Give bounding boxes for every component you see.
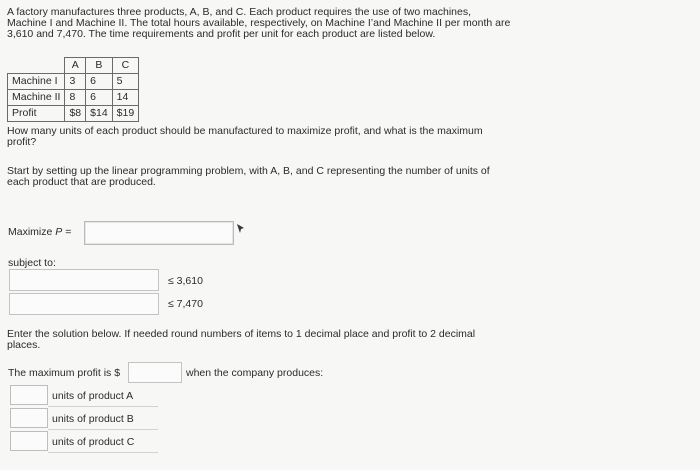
- intro-line-1: A factory manufactures three products, A, B, and C. Each product requires the use of two machines,: [7, 6, 471, 18]
- product-c-label: units of product C: [52, 436, 135, 448]
- setup-text: [7, 166, 490, 188]
- product-b-label: units of product B: [52, 413, 134, 425]
- table-cell: $14: [86, 106, 113, 122]
- maximize-label: Maximize: [8, 226, 53, 238]
- product-c-input[interactable]: [10, 431, 48, 451]
- table-cell: 8: [65, 90, 86, 106]
- table-row: [8, 90, 139, 106]
- table-cell: 14: [112, 90, 139, 106]
- table-cell: $8: [65, 106, 86, 122]
- table-header-b: B: [86, 58, 113, 74]
- table-cell: $19: [112, 106, 139, 122]
- table-header-row: [8, 58, 139, 74]
- row-divider: [48, 429, 158, 430]
- instructions-text: [7, 329, 475, 351]
- table-cell: 5: [112, 74, 139, 90]
- objective-input[interactable]: [84, 221, 234, 245]
- cursor-icon: [236, 223, 246, 235]
- row-divider: [48, 406, 158, 407]
- table-header-a: A: [65, 58, 86, 74]
- profit-suffix: when the company produces:: [186, 367, 324, 379]
- problem-intro: [7, 7, 510, 40]
- row-label: Machine I: [8, 74, 65, 90]
- instructions-line-2: places.: [7, 339, 41, 351]
- question-line-1: How many units of each product should be manufactured to maximize profit, and what is the maximum: [7, 125, 483, 137]
- equals-sign: =: [65, 226, 72, 238]
- product-a-input[interactable]: [10, 385, 48, 405]
- constraint-1-input[interactable]: [9, 269, 159, 291]
- constraint-1-rhs: ≤ 3,610: [168, 275, 203, 287]
- requirements-table: [7, 57, 139, 122]
- max-profit-input[interactable]: [128, 362, 182, 383]
- setup-line-1: Start by setting up the linear programming problem, with A, B, and C representing the number of units of: [7, 165, 490, 177]
- instructions-line-1: Enter the solution below. If needed round numbers of items to 1 decimal place and profit to 2 decimal: [7, 328, 476, 340]
- table-cell: 6: [86, 90, 113, 106]
- row-divider: [48, 452, 158, 453]
- table-row: [8, 106, 139, 122]
- constraint-2-rhs: ≤ 7,470: [168, 298, 203, 310]
- product-a-label: units of product A: [52, 390, 134, 402]
- question-text: [7, 126, 483, 148]
- table-cell: 3: [65, 74, 86, 90]
- objective-variable: P: [55, 226, 63, 238]
- question-line-2: profit?: [7, 136, 37, 148]
- product-b-input[interactable]: [10, 408, 48, 428]
- table-row: [8, 74, 139, 90]
- table-corner-cell: [8, 58, 65, 74]
- profit-prefix: The maximum profit is $: [8, 367, 121, 379]
- objective-label: [8, 226, 71, 238]
- setup-line-2: each product that are produced.: [7, 176, 156, 188]
- subject-to-label: subject to:: [8, 257, 56, 269]
- table-header-c: C: [112, 58, 139, 74]
- intro-line-2: Machine I and Machine II. The total hours available, respectively, on Machine I’and Machine II per month are: [7, 17, 511, 29]
- row-label: Machine II: [8, 90, 65, 106]
- intro-line-3: 3,610 and 7,470. The time requirements and profit per unit for each product are listed below.: [7, 28, 436, 40]
- row-label: Profit: [8, 106, 65, 122]
- constraint-2-input[interactable]: [9, 293, 159, 315]
- table-cell: 6: [86, 74, 113, 90]
